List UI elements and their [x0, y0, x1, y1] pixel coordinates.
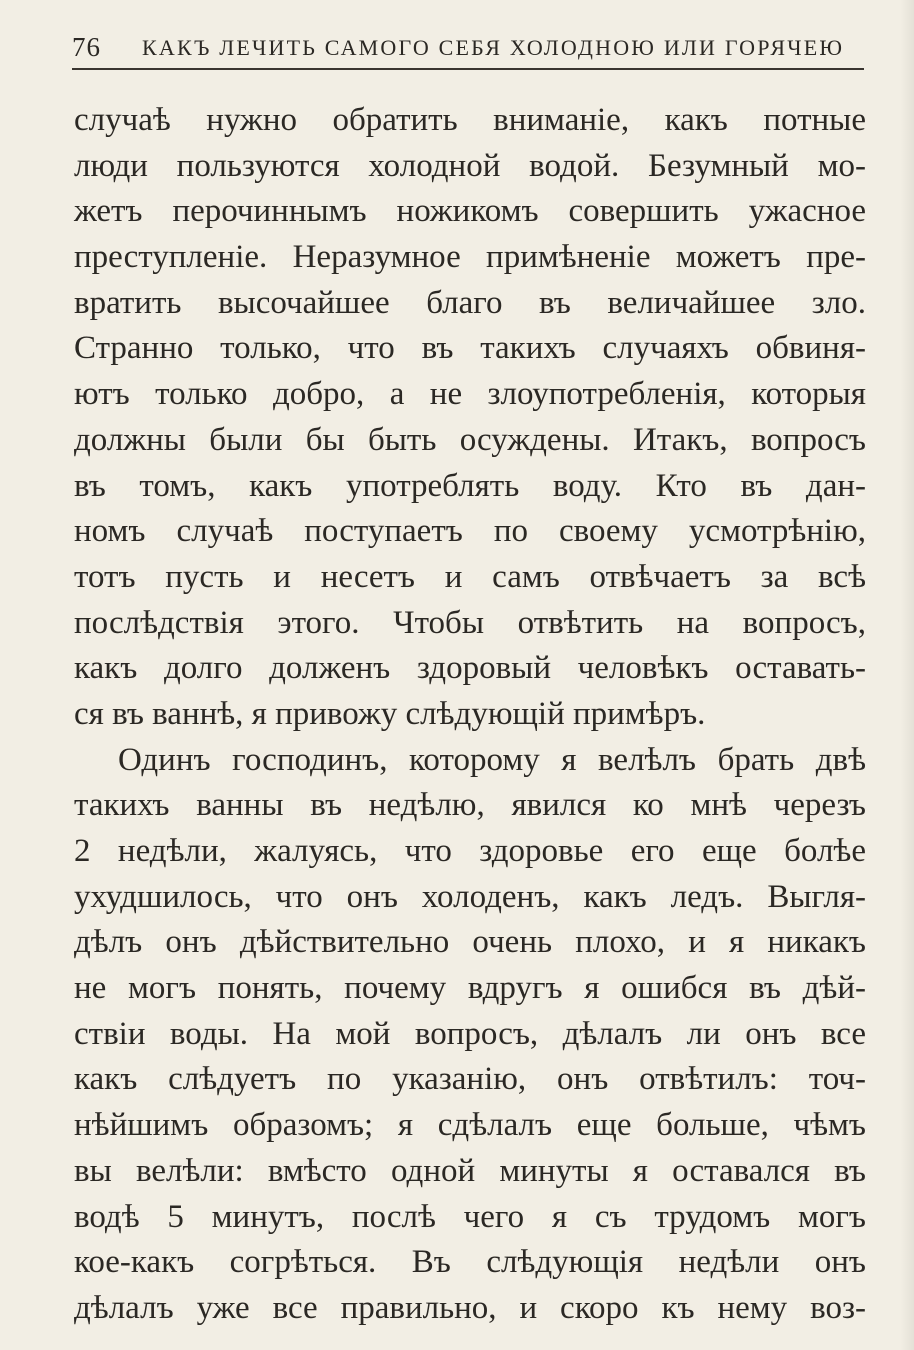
page-edge-shadow: [900, 0, 914, 1350]
text-line: въ томъ, какъ употреблять воду. Кто въ дан-: [74, 467, 866, 504]
text-line: ствіи воды. На мой вопросъ, дѣлалъ ли онъ все: [74, 1015, 866, 1052]
text-line: не могъ понять, почему вдругъ я ошибся въ дѣй-: [74, 970, 866, 1007]
text-line: дѣлалъ уже все правильно, и скоро къ нему воз-: [74, 1289, 866, 1326]
text-line: нѣйшимъ образомъ; я сдѣлалъ еще больше, чѣмъ: [74, 1107, 866, 1144]
text-line: жетъ перочиннымъ ножикомъ совершить ужасное: [74, 193, 866, 230]
text-line: ухудшилось, что онъ холоденъ, какъ ледъ. Выгля-: [74, 878, 866, 915]
text-line: случаѣ нужно обратить вниманіе, какъ потные: [74, 102, 866, 138]
text-line: ся въ ваннѣ, я привожу слѣдующій примѣръ.: [74, 695, 706, 732]
running-title: КАКЪ ЛЕЧИТЬ САМОГО СЕБЯ ХОЛОДНОЮ ИЛИ ГОРЯЧЕЮ: [142, 35, 845, 60]
page-header: [72, 30, 864, 68]
text-line: вратить высочайшее благо въ величайшее зло.: [74, 284, 866, 321]
text-line: преступленіе. Неразумное примѣненіе можетъ пре-: [74, 239, 866, 276]
header-rule: [72, 68, 864, 70]
text-line: 2 недѣли, жалуясь, что здоровье его еще болѣе: [74, 833, 866, 869]
text-line: послѣдствія этого. Чтобы отвѣтить на вопросъ,: [74, 604, 866, 641]
text-line: кое-какъ согрѣться. Въ слѣдующія недѣли онъ: [74, 1244, 866, 1281]
page-body: [74, 98, 866, 1332]
text-line: водѣ 5 минутъ, послѣ чего я съ трудомъ могъ: [74, 1198, 866, 1235]
text-line: какъ долго долженъ здоровый человѣкъ оставать-: [74, 650, 866, 687]
text-line: должны были бы быть осуждены. Итакъ, вопросъ: [74, 421, 866, 458]
text-line: люди пользуются холодной водой. Безумный мо-: [74, 147, 866, 184]
text-line: вы велѣли: вмѣсто одной минуты я оставался въ: [74, 1152, 866, 1189]
page-number: 76: [72, 32, 101, 62]
text-line: Одинъ господинъ, которому я велѣлъ брать двѣ: [118, 741, 866, 778]
paragraph-2: [74, 738, 866, 1332]
text-line: ютъ только добро, а не злоупотребленія, которыя: [74, 376, 866, 413]
text-line: тотъ пусть и несетъ и самъ отвѣчаетъ за всѣ: [74, 558, 866, 595]
text-line: дѣлъ онъ дѣйствительно очень плохо, и я никакъ: [74, 924, 866, 961]
text-line: такихъ ванны въ недѣлю, явился ко мнѣ черезъ: [74, 787, 866, 824]
paragraph-1: [74, 98, 866, 738]
text-line: Странно только, что въ такихъ случаяхъ обвиня-: [74, 330, 866, 367]
text-line: номъ случаѣ поступаетъ по своему усмотрѣнію,: [74, 513, 866, 550]
text-line: какъ слѣдуетъ по указанію, онъ отвѣтилъ: точ-: [74, 1061, 866, 1098]
